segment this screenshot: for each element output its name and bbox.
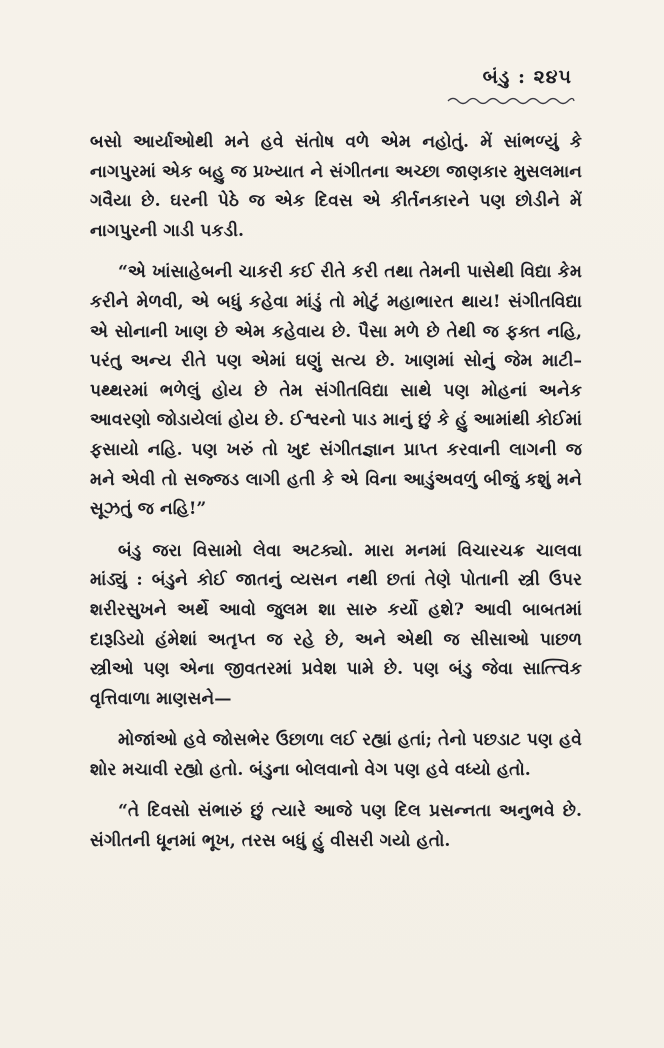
- paragraph: મોજાંઓ હવે જોસભેર ઉછાળા લઈ રહ્યાં હતાં; તેનો પછડાટ પણ હવે શોર મચાવી રહ્યો હતો. બંડુના બોલવાનો વેગ પણ હવે વધ્યો હતો.: [90, 730, 582, 780]
- paragraph: બસો આર્યાઓથી મને હવે સંતોષ વળે એમ નહોતું. મેં સાંભળ્યું કે નાગપુરમાં એક બહુ જ પ્રખ્યાત ને સંગીતના અચ્છા જાણકાર મુસલમાન ગવૈયા છે. ઘરની પેઠે જ એક દિવસ એ કીર્તનકારને પણ છોડીને મેં નાગપુરની ગાડી પકડી.: [90, 132, 582, 241]
- body-text: [90, 128, 582, 869]
- paragraph: “તે દિવસો સંભારું છું ત્યારે આજે પણ દિલ પ્રસન્નતા અનુભવે છે. સંગીતની ધૂનમાં ભૂખ, તરસ બધું હું વીસરી ગયો હતો.: [90, 801, 582, 852]
- running-header: બંડુ : ૨૪૫: [482, 66, 572, 88]
- paragraph: “એ ખાંસાહેબની ચાકરી કઈ રીતે કરી તથા તેમની પાસેથી વિદ્યા કેમ કરીને મેળવી, એ બધું કહેવા માંડું તો મોટું મહાભારત થાય! સંગીતવિદ્યા એ સોનાની ખાણ છે એમ કહેવાય છે. પૈસા મળે છે તેથી જ ફક્ત નહિ, પરંતુ અન્ય રીતે પણ એમાં ઘણું સત્ય છે. ખાણમાં સોનું જેમ માટી–પથ્થરમાં ભળેલું હોય છે તેમ સંગીતવિદ્યા સાથે પણ મોહનાં અનેક આવરણો જોડાયેલાં હોય છે. ઈશ્વરનો પાડ માનું છું કે હું આમાંથી કોઈમાં ફસાયો નહિ. પણ ખરું તો ખુદ સંગીતજ્ઞાન પ્રાપ્ત કરવાની લાગની જ મને એવી તો સજ્જડ લાગી હતી કે એ વિના આડુંઅવળું બીજું કશું મને સૂઝતું જ નહિ!”: [90, 262, 582, 520]
- header-underline-ornament: [446, 96, 576, 106]
- paragraph: બંડુ જરા વિસામો લેવા અટક્યો. મારા મનમાં વિચારચક્ર ચાલવા માંડ્યું : બંડુને કોઈ જાતનું વ્યસન નથી છતાં તેણે પોતાની સ્ત્રી ઉપર શરીરસુખને અર્થે આવો જુલમ શા સારુ કર્યો હશે? આવી બાબતમાં દારૂડિયો હંમેશાં અતૃપ્ત જ રહે છે, અને એથી જ સીસાઓ પાછળ સ્ત્રીઓ પણ એના જીવતરમાં પ્રવેશ પામે છે. પણ બંડુ જેવા સાત્ત્વિક વૃત્તિવાળા માણસને—: [90, 540, 582, 709]
